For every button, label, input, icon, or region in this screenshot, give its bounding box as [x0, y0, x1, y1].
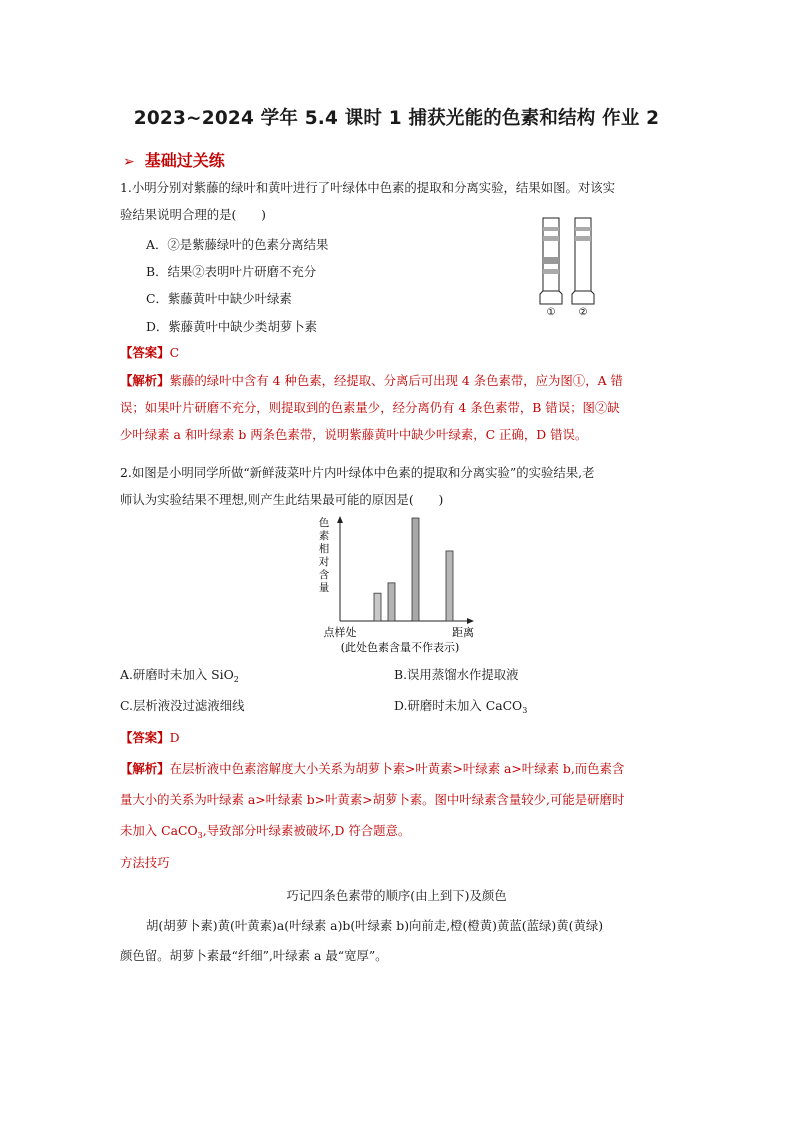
q2-analysis-line1 [120, 761, 624, 777]
q1-answer [120, 345, 179, 361]
q2-stem-line1: 2.如图是小明同学所做“新鲜菠菜叶片内叶绿体中色素的提取和分离实验”的实验结果,老 [120, 465, 595, 480]
answer-value: D [169, 730, 180, 745]
answer-label: 【答案】 [120, 345, 170, 360]
strip-1-label: ① [546, 307, 556, 318]
q1-analysis-line2: 误；如果叶片研磨不充分，则提取到的色素量少，经分离仍有 4 条色素带，B 错误；图②缺 [120, 400, 620, 415]
ylabel-char: 色 [318, 517, 330, 529]
chart-note: (此处色素含量不作表示) [340, 641, 460, 654]
chromatography-strips-figure [532, 214, 602, 320]
q2-answer [120, 730, 180, 746]
ylabel-char: 含 [318, 569, 330, 581]
x-axis-arrow-icon [467, 618, 474, 624]
q1-option-b: B．结果②表明叶片研磨不充分 [146, 264, 317, 279]
q1-stem-line2: 验结果说明合理的是( ) [120, 207, 266, 222]
ylabel-char: 相 [318, 543, 330, 555]
section-label: 基础过关练 [144, 151, 225, 170]
analysis3-text-a: 未加入 CaCO [120, 823, 198, 838]
tips-line2: 颜色留。胡萝卜素最“纤细”,叶绿素 a 最“宽厚”。 [120, 948, 388, 963]
q2-option-a [120, 667, 239, 688]
analysis-label: 【解析】 [120, 373, 170, 388]
page-title: 2023~2024 学年 5.4 课时 1 捕获光能的色素和结构 作业 2 [133, 108, 660, 129]
q2-option-d-text: D.研磨时未加入 CaCO [394, 698, 523, 713]
q1-option-a: A．②是紫藤绿叶的色素分离结果 [146, 237, 329, 252]
strip-1 [540, 218, 562, 318]
pigment-content-chart [310, 512, 510, 660]
analysis3-text-b: ,导致部分叶绿素被破坏,D 符合题意。 [202, 823, 411, 838]
bars-group [374, 518, 453, 621]
q2-option-a-sub: 2 [233, 675, 239, 684]
q2-stem-line2: 师认为实验结果不理想,则产生此结果最可能的原因是( ) [120, 492, 444, 507]
strip-2-label: ② [578, 307, 588, 318]
q2-analysis-line2: 量大小的关系为叶绿素 a>叶绿素 b>叶黄素>胡萝卜素。图中叶绿素含量较少,可能是研磨时 [120, 792, 625, 807]
q1-option-c: C．紫藤黄叶中缺少叶绿素 [146, 291, 292, 306]
q2-analysis-line3 [120, 823, 410, 844]
tips-line1: 胡(胡萝卜素)黄(叶黄素)a(叶绿素 a)b(叶绿素 b)向前走,橙(橙黄)黄蓝(蓝绿)黄(黄绿) [146, 918, 604, 933]
q1-stem-line1: 1.小明分别对紫藤的绿叶和黄叶进行了叶绿体中色素的提取和分离实验，结果如图。对该实 [120, 180, 616, 195]
q2-option-d [394, 698, 527, 719]
ylabel-char: 素 [318, 530, 330, 542]
x-label-right: 距离 [452, 626, 474, 639]
bar-4 [446, 551, 453, 621]
q1-option-d: D．紫藤黄叶中缺少类胡萝卜素 [146, 319, 318, 334]
ylabel-char: 量 [318, 582, 330, 594]
answer-label: 【答案】 [120, 730, 170, 745]
section-heading [123, 148, 225, 171]
q1-analysis-line3: 少叶绿素 a 和叶绿素 b 两条色素带，说明紫藤黄叶中缺少叶绿素，C 正确，D 错误。 [120, 427, 588, 442]
q1-analysis-line1 [120, 373, 623, 389]
q2-option-d-sub: 3 [522, 706, 528, 715]
bar-1 [374, 593, 381, 621]
analysis-label: 【解析】 [120, 761, 170, 776]
bar-2 [388, 583, 395, 621]
analysis-text: 在层析液中色素溶解度大小关系为胡萝卜素>叶黄素>叶绿素 a>叶绿素 b,而色素含 [169, 761, 625, 776]
q2-option-b: B.误用蒸馏水作提取液 [394, 667, 519, 682]
tips-subtitle: 巧记四条色素带的顺序(由上到下)及颜色 [286, 888, 507, 903]
analysis3-sub: 3 [197, 831, 203, 840]
tips-heading: 方法技巧 [120, 855, 170, 870]
y-axis-arrow-icon [337, 516, 343, 523]
x-label-left: 点样处 [323, 626, 357, 639]
bar-3 [412, 518, 419, 621]
chart-ylabel [319, 516, 330, 594]
answer-value: C [169, 345, 180, 360]
q2-option-c: C.层析液没过滤液细线 [120, 698, 245, 713]
analysis-text: 紫藤的绿叶中含有 4 种色素，经提取、分离后可出现 4 条色素带，应为图①，A 错 [169, 373, 623, 388]
arrow-marker-icon: ➢ [123, 154, 135, 170]
strip-2 [572, 218, 594, 318]
ylabel-char: 对 [318, 556, 330, 568]
q2-option-a-text: A.研磨时未加入 SiO [120, 667, 234, 682]
